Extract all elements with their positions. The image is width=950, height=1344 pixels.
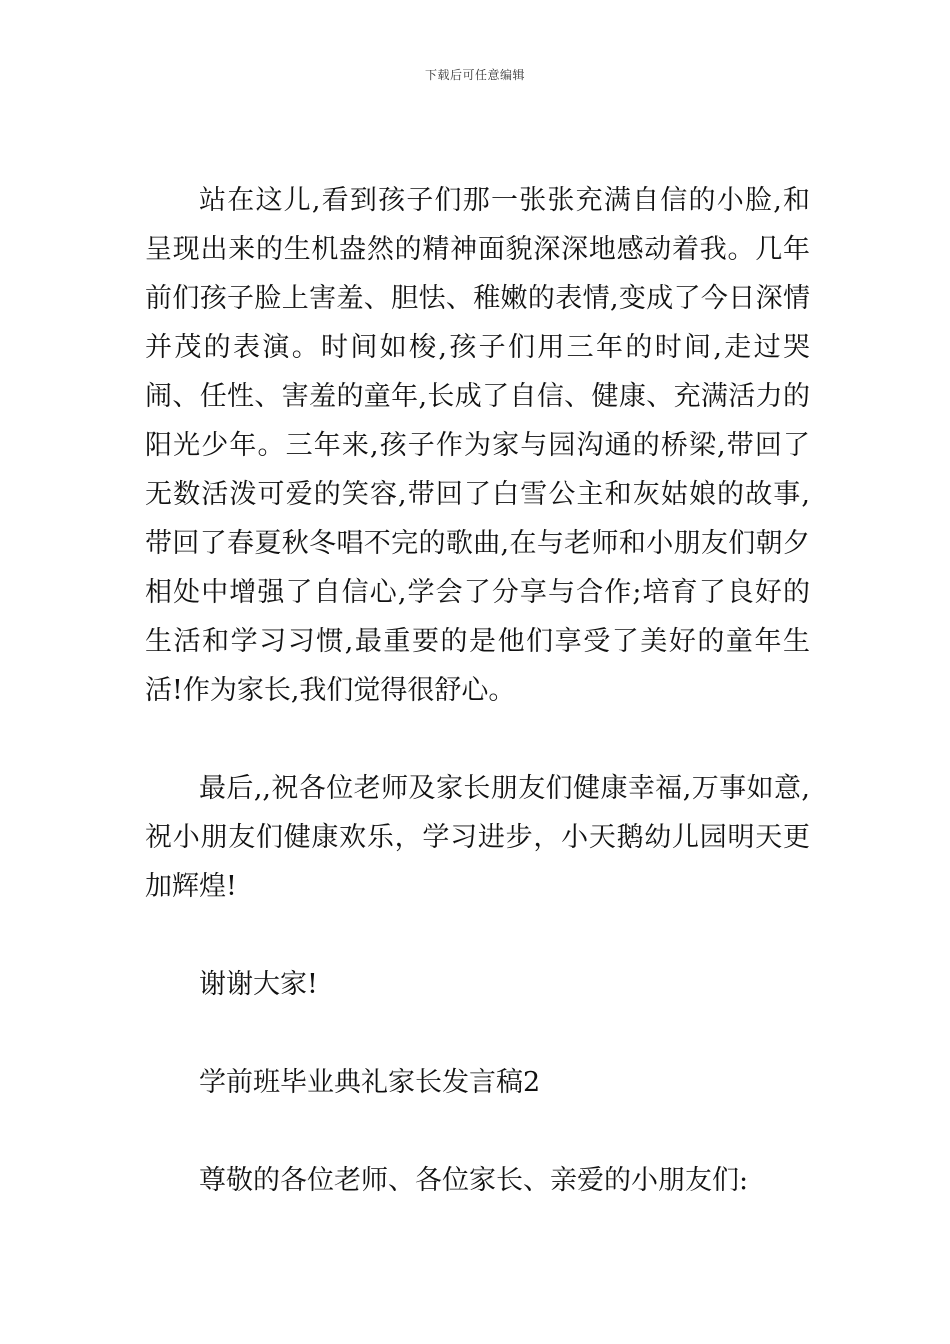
paragraph-closing-wishes: 最后,,祝各位老师及家长朋友们健康幸福,万事如意,祝小朋友们健康欢乐，学习进步，小天鹅幼儿园明天更加辉煌! — [145, 773, 810, 902]
paragraph-thanks: 谢谢大家! — [199, 969, 318, 1000]
paragraph-gap — [145, 1009, 810, 1058]
paragraph-speech-body: 站在这儿,看到孩子们那一张张充满自信的小脸,和呈现出来的生机盎然的精神面貌深深地感动着我。几年前们孩子脸上害羞、胆怯、稚嫩的表情,变成了今日深情并茂的表演。时间如梭,孩子们用三年的时间,走过哭闹、任性、害羞的童年,长成了自信、健康、充满活力的阳光少年。三年来,孩子作为家与园沟通的桥梁,带回了无数活泼可爱的笑容,带回了白雪公主和灰姑娘的故事,带回了春夏秋冬唱不完的歌曲,在与老师和小朋友们朝夕相处中增强了自信心,学会了分享与合作;培育了良好的生活和学习习惯,最重要的是他们享受了美好的童年生活!作为家长,我们觉得很舒心。 — [145, 185, 810, 706]
page-header: 下载后可任意编辑 — [424, 68, 525, 82]
paragraph-gap — [145, 911, 810, 960]
paragraph-gap — [145, 715, 810, 764]
paragraph-salutation: 尊敬的各位老师、各位家长、亲爱的小朋友们: — [199, 1165, 749, 1196]
document-body — [145, 176, 810, 1205]
section-title: 学前班毕业典礼家长发言稿2 — [199, 1067, 541, 1098]
paragraph-gap — [145, 1107, 810, 1156]
